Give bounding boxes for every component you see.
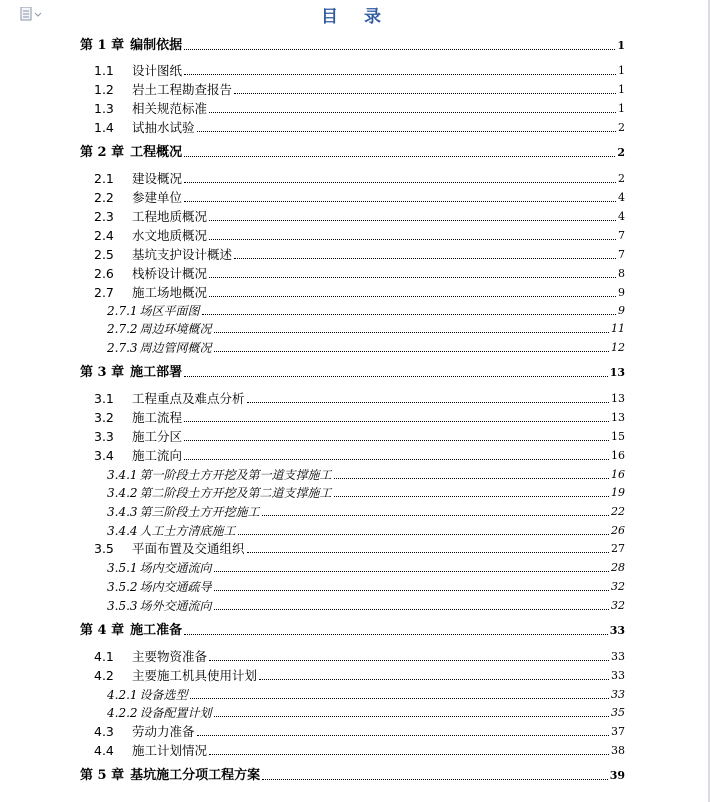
toc-entry-number: 4.2	[94, 668, 114, 683]
toc-entry-page: 16	[611, 449, 625, 462]
toc-entry-label: 施工流程	[132, 410, 183, 425]
toc-entry-page: 26	[611, 524, 625, 537]
toc-entry-page: 27	[611, 542, 625, 555]
page-edge-divider	[708, 0, 710, 802]
toc-entry-number: 3.3	[94, 429, 114, 444]
toc-entry-number: 2.7.3	[107, 341, 138, 355]
toc-entry-label: 试抽水试验	[132, 120, 195, 135]
dot-leader	[209, 296, 616, 297]
toc-entry-sec[interactable]	[80, 539, 625, 557]
toc-entry-label: 第三阶段土方开挖施工	[139, 505, 260, 519]
toc-entry-page: 33	[609, 624, 625, 637]
dot-leader	[262, 515, 609, 516]
toc-entry-label: 工程地质概况	[132, 209, 208, 224]
dot-leader	[214, 609, 609, 610]
toc-entry-label: 建设概况	[132, 171, 183, 186]
toc-entry-page: 2	[618, 121, 625, 134]
toc-entry-page: 12	[611, 341, 625, 354]
dot-leader	[197, 735, 609, 736]
toc-entry-number: 第 5 章	[80, 768, 125, 783]
toc-entry-chap[interactable]	[80, 36, 625, 54]
toc-entry-sub[interactable]	[80, 596, 625, 614]
toc-entry-page: 28	[611, 561, 625, 574]
toc-entry-label: 劳动力准备	[132, 724, 195, 739]
toc-entry-page: 4	[618, 191, 625, 204]
toc-entry-number: 4.1	[94, 649, 114, 664]
toc-entry-label: 场区平面图	[139, 304, 200, 318]
dot-leader	[184, 74, 616, 75]
toc-entry-number: 第 2 章	[80, 145, 125, 160]
dot-leader	[184, 201, 616, 202]
toc-entry-page: 4	[618, 210, 625, 223]
toc-entry-page: 19	[611, 486, 625, 499]
toc-entry-page: 2	[617, 146, 625, 159]
dot-leader	[262, 779, 608, 780]
toc-entry-number: 4.2.1	[107, 688, 138, 702]
toc-entry-page: 9	[618, 304, 625, 317]
dot-leader	[334, 478, 609, 479]
dot-leader	[184, 440, 609, 441]
toc-entry-label: 施工分区	[132, 429, 183, 444]
toc-entry-label: 岩土工程勘查报告	[132, 82, 233, 97]
dot-leader	[334, 496, 609, 497]
dot-leader	[209, 754, 609, 755]
toc-entry-label: 场外交通流向	[139, 599, 212, 613]
toc-entry-number: 4.3	[94, 724, 114, 739]
toc-entry-sub[interactable]	[80, 465, 625, 483]
toc-entry-sub[interactable]	[80, 521, 625, 539]
dot-leader	[184, 376, 608, 377]
toc-entry-page: 39	[609, 769, 625, 782]
toc-entry-sec[interactable]	[80, 283, 625, 301]
toc-entry-page: 13	[611, 411, 625, 424]
toc-entry-label: 场内交通疏导	[139, 580, 212, 594]
dot-leader	[214, 571, 609, 572]
toc-entry-label: 施工部署	[130, 365, 183, 380]
toc-entry-page: 15	[611, 430, 625, 443]
toc-entry-sub[interactable]	[80, 685, 625, 703]
toc-entry-sec[interactable]	[80, 80, 625, 98]
toc-entry-number: 1.1	[94, 63, 114, 78]
toc-entry-chap[interactable]	[80, 766, 625, 784]
dot-leader	[234, 93, 616, 94]
toc-entry-sub[interactable]	[80, 319, 625, 337]
toc-entry-number: 第 4 章	[80, 623, 125, 638]
toc-entry-label: 人工土方清底施工	[139, 524, 236, 538]
toc-entry-label: 参建单位	[132, 190, 183, 205]
toc-entry-page: 7	[618, 248, 625, 261]
toc-entry-number: 2.6	[94, 266, 114, 281]
toc-entry-page: 1	[617, 39, 625, 52]
dot-leader	[190, 698, 609, 699]
dot-leader	[214, 716, 609, 717]
toc-entry-page: 32	[611, 580, 625, 593]
dot-leader	[184, 156, 615, 157]
toc-entry-page: 1	[618, 83, 625, 96]
dot-leader	[184, 49, 615, 50]
toc-entry-number: 2.5	[94, 247, 114, 262]
toc-entry-label: 主要施工机具使用计划	[132, 668, 258, 683]
dot-leader	[197, 131, 616, 132]
toc-entry-sec[interactable]	[80, 264, 625, 282]
toc-entry-label: 编制依据	[130, 38, 183, 53]
toc-entry-label: 相关规范标准	[132, 101, 208, 116]
toc-entry-page: 35	[611, 706, 625, 719]
toc-entry-label: 周边环境概况	[139, 322, 212, 336]
toc-entry-page: 7	[618, 229, 625, 242]
toc-entry-sec[interactable]	[80, 446, 625, 464]
dot-leader	[184, 634, 608, 635]
toc-entry-label: 施工计划情况	[132, 743, 208, 758]
toc-entry-page: 9	[618, 286, 625, 299]
toc-entry-number: 3.1	[94, 391, 114, 406]
dot-leader	[259, 679, 609, 680]
toc-title: 目 录	[321, 7, 391, 27]
toc-entry-page: 13	[611, 392, 625, 405]
toc-entry-sub[interactable]	[80, 483, 625, 501]
toc-entry-sec[interactable]	[80, 245, 625, 263]
dot-leader	[184, 459, 609, 460]
toc-entry-label: 施工流向	[132, 448, 183, 463]
toc-entry-label: 水文地质概况	[132, 228, 208, 243]
toc-entry-sec[interactable]	[80, 188, 625, 206]
toc-entry-number: 3.4.1	[107, 468, 138, 482]
dot-leader	[234, 258, 616, 259]
toc-entry-number: 2.7.1	[107, 304, 138, 318]
toc-entry-page: 1	[618, 64, 625, 77]
toc-entry-label: 设备配置计划	[139, 706, 212, 720]
toc-entry-page: 33	[611, 688, 625, 701]
toc-entry-sec[interactable]	[80, 408, 625, 426]
dot-leader	[214, 351, 609, 352]
toc-entry-number: 2.1	[94, 171, 114, 186]
dot-leader	[247, 552, 609, 553]
toc-entry-chap[interactable]	[80, 363, 625, 381]
toc-entry-number: 3.4.4	[107, 524, 138, 538]
toc-entry-sec[interactable]	[80, 666, 625, 684]
toc-entry-number: 3.4.2	[107, 486, 138, 500]
dot-leader	[202, 314, 616, 315]
toc-entry-sec[interactable]	[80, 207, 625, 225]
dot-leader	[209, 239, 616, 240]
toc-entry-number: 2.4	[94, 228, 114, 243]
toc-entry-label: 工程重点及难点分析	[132, 391, 245, 406]
toc-entry-page: 33	[611, 669, 625, 682]
toc-entry-label: 第一阶段土方开挖及第一道支撑施工	[139, 468, 332, 482]
toc-entry-number: 2.3	[94, 209, 114, 224]
toc-entry-number: 4.4	[94, 743, 114, 758]
dot-leader	[209, 277, 616, 278]
toc-entry-number: 2.2	[94, 190, 114, 205]
toc-entry-number: 2.7	[94, 285, 114, 300]
toc-entry-label: 场内交通流向	[139, 561, 212, 575]
toc-entry-number: 第 3 章	[80, 365, 125, 380]
toc-entry-page: 33	[611, 650, 625, 663]
dot-leader	[214, 590, 609, 591]
toc-entry-number: 3.5.3	[107, 599, 138, 613]
toc-entry-number: 4.2.2	[107, 706, 138, 720]
toc-entry-number: 2.7.2	[107, 322, 138, 336]
toc-entry-page: 2	[618, 172, 625, 185]
toc-entry-number: 1.4	[94, 120, 114, 135]
toc-entry-label: 设计图纸	[132, 63, 183, 78]
toc-entry-sub[interactable]	[80, 577, 625, 595]
toc-entry-sub[interactable]	[80, 558, 625, 576]
toc-entry-label: 栈桥设计概况	[132, 266, 208, 281]
toc-entry-sub[interactable]	[80, 338, 625, 356]
toc-entry-sec[interactable]	[80, 427, 625, 445]
toc-entry-number: 1.2	[94, 82, 114, 97]
toc-entry-sec[interactable]	[80, 722, 625, 740]
toc-entry-number: 3.5.2	[107, 580, 138, 594]
toc-entry-label: 主要物资准备	[132, 649, 208, 664]
toc-entry-sub[interactable]	[80, 703, 625, 721]
toc-entry-sec[interactable]	[80, 169, 625, 187]
toc-entry-number: 1.3	[94, 101, 114, 116]
toc-entry-number: 3.5	[94, 541, 114, 556]
toc-entry-page: 37	[611, 725, 625, 738]
toc-entry-sec[interactable]	[80, 61, 625, 79]
toc-entry-label: 设备选型	[139, 688, 188, 702]
dot-leader	[238, 534, 609, 535]
toc-entry-sec[interactable]	[80, 741, 625, 759]
toc-entry-page: 32	[611, 599, 625, 612]
toc-entry-number: 3.4	[94, 448, 114, 463]
toc-entry-page: 16	[611, 468, 625, 481]
dot-leader	[214, 332, 609, 333]
dot-leader	[184, 182, 616, 183]
dot-leader	[247, 402, 609, 403]
toc-entry-page: 1	[618, 102, 625, 115]
toc-entry-label: 施工准备	[130, 623, 183, 638]
toc-entry-page: 38	[611, 744, 625, 757]
dot-leader	[184, 421, 609, 422]
toc-entry-label: 工程概况	[130, 145, 183, 160]
toc-entry-number: 第 1 章	[80, 38, 125, 53]
toc-entry-label: 基坑支护设计概述	[132, 247, 233, 262]
dot-leader	[209, 660, 609, 661]
toc-entry-sec[interactable]	[80, 118, 625, 136]
toc-entry-page: 22	[611, 505, 625, 518]
toc-entry-label: 平面布置及交通组织	[132, 541, 245, 556]
toc-entry-page: 11	[611, 322, 625, 335]
toc-entry-label: 基坑施工分项工程方案	[130, 768, 261, 783]
toc-entry-number: 3.2	[94, 410, 114, 425]
toc-entry-sec[interactable]	[80, 99, 625, 117]
toc-entry-sec[interactable]	[80, 647, 625, 665]
toc-entry-sub[interactable]	[80, 502, 625, 520]
toc-entry-chap[interactable]	[80, 143, 625, 161]
toc-entry-number: 3.4.3	[107, 505, 138, 519]
toc-entry-label: 第二阶段土方开挖及第二道支撑施工	[139, 486, 332, 500]
toc-entry-page: 8	[618, 267, 625, 280]
dot-leader	[209, 220, 616, 221]
toc-entry-chap[interactable]	[80, 621, 625, 639]
toc-entry-sub[interactable]	[80, 301, 625, 319]
toc-entry-page: 13	[609, 366, 625, 379]
toc-entry-sec[interactable]	[80, 226, 625, 244]
dot-leader	[209, 112, 616, 113]
toc-entry-label: 施工场地概况	[132, 285, 208, 300]
toc-entry-sec[interactable]	[80, 389, 625, 407]
toc-entry-label: 周边管网概况	[139, 341, 212, 355]
toc-entry-number: 3.5.1	[107, 561, 138, 575]
